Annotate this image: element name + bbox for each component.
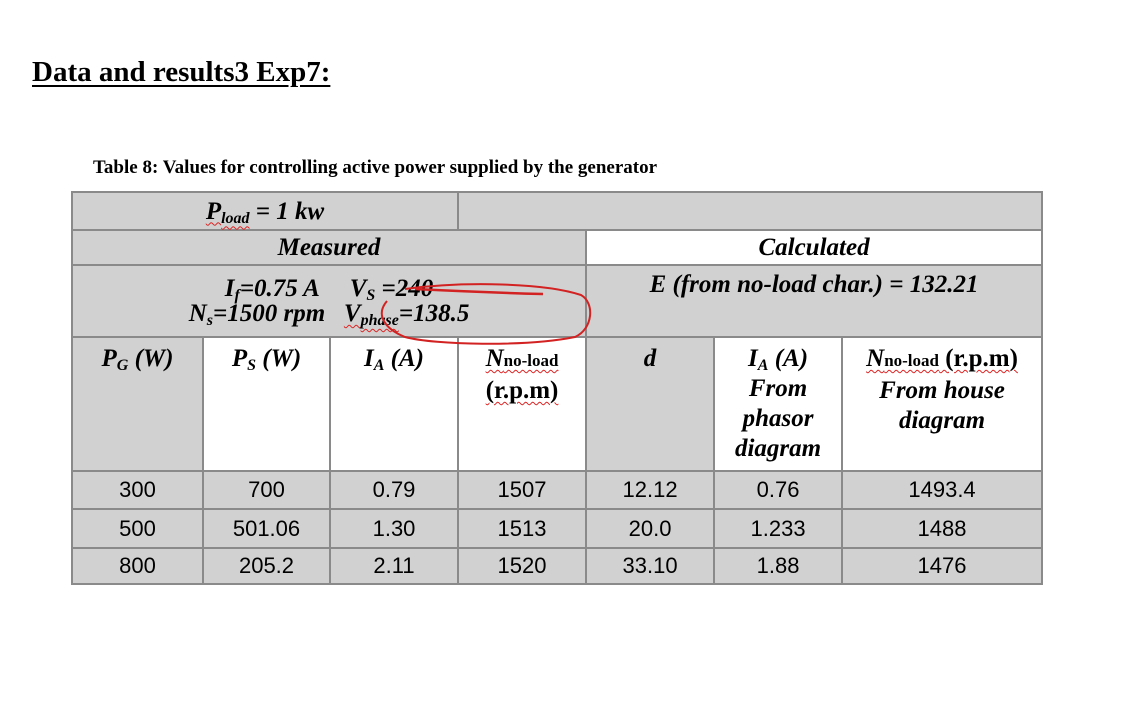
table-caption: Table 8: Values for controlling active power supplied by the generator [93,157,658,178]
cell-d: 12.12 [586,471,714,509]
cell-d: 20.0 [586,509,714,548]
nnl-sub: no-load [503,351,559,370]
column-header-row [72,337,1042,471]
ns-value: =1500 rpm [212,300,326,327]
vs-value: =240 [375,275,434,302]
cell-nnl: 1520 [458,548,586,584]
cell-d: 33.10 [586,548,714,584]
cell-n-house: 1493.4 [842,471,1042,509]
vs-var: V [349,275,367,302]
cell-ia-phasor: 1.88 [714,548,842,584]
measured-header: Measured [72,230,586,265]
nnl-unit: (r.p.m) [485,377,559,404]
vphase-sub: phase [360,312,399,329]
cell-ia: 1.30 [330,509,458,548]
col-header-d: d [586,337,714,471]
load-sub: load [221,209,250,227]
group-row [72,230,1042,265]
if-sub: f [234,287,240,304]
ps-unit: (W) [256,345,302,372]
pg-sub: G [116,357,129,374]
if-value: =0.75 A [239,275,319,302]
table-row [72,471,1042,509]
col-header-ia [330,337,458,471]
cell-ps: 501.06 [203,509,330,548]
load-empty-cell [458,192,1042,230]
calculated-param-cell: E (from no-load char.) = 132.21 [586,265,1042,337]
load-value: = 1 kw [249,197,325,225]
calculated-header: Calculated [586,230,1042,265]
vphase-value: =138.5 [398,300,470,327]
col-header-n-house [842,337,1042,471]
ia-var: I [364,345,374,372]
ia-unit: (A) [384,345,424,372]
table-row [72,509,1042,548]
ns-var: N [188,300,207,327]
col-header-ps [203,337,330,471]
cell-pg: 500 [72,509,203,548]
iap-sub: A [757,357,769,374]
cell-pg: 800 [72,548,203,584]
cell-ia: 0.79 [330,471,458,509]
ps-var: P [231,345,248,372]
table-row [72,548,1042,584]
measured-params-line1 [73,275,585,304]
cell-ps: 205.2 [203,548,330,584]
ps-sub: S [247,357,257,374]
iap-var: I [748,345,758,372]
nnl-var: N [485,345,504,372]
col-header-ia-phasor [714,337,842,471]
ia-sub: A [373,357,385,374]
cell-ia: 2.11 [330,548,458,584]
params-row [72,265,1042,337]
vphase-var: V [343,300,361,327]
iap-note: From phasor diagram [734,375,822,462]
cell-ia-phasor: 1.233 [714,509,842,548]
cell-nnl: 1507 [458,471,586,509]
load-row [72,192,1042,230]
nh-sub: no-load [884,351,939,370]
nh-unit: (r.p.m) [938,345,1018,372]
measured-params-cell [72,265,586,337]
cell-ia-phasor: 0.76 [714,471,842,509]
cell-nnl: 1513 [458,509,586,548]
cell-pg: 300 [72,471,203,509]
results-table [71,191,1043,585]
nh-note: From house diagram [879,377,1005,434]
page-heading: Data and results3 Exp7: [32,56,331,88]
cell-n-house: 1488 [842,509,1042,548]
vs-sub: S [366,287,376,304]
pg-var: P [101,345,117,372]
nh-var: N [866,345,885,372]
pg-unit: (W) [128,345,174,372]
measured-params-line2 [73,300,585,329]
iap-unit: (A) [768,345,809,372]
cell-ps: 700 [203,471,330,509]
col-header-pg [72,337,203,471]
load-cell [72,192,458,230]
cell-n-house: 1476 [842,548,1042,584]
col-header-nnl [458,337,586,471]
if-var: I [224,275,235,302]
load-var: P [205,197,222,225]
ns-sub: s [206,312,213,329]
